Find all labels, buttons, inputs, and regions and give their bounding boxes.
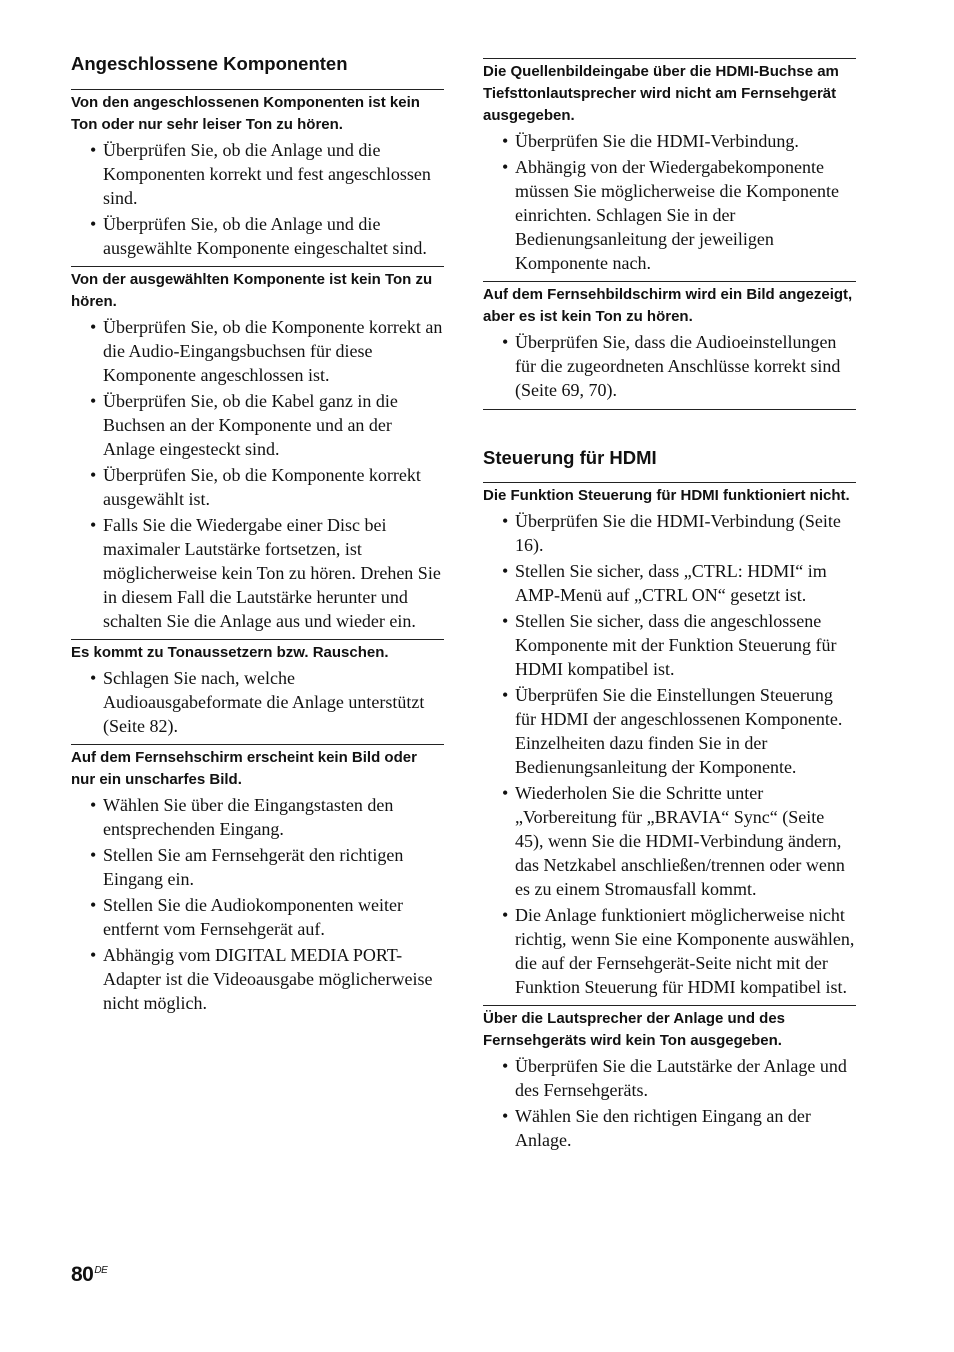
list-item: • Abhängig von der Wiedergabekomponente müssen Sie möglicherweise die Komponente einrichten. Schlagen Sie in der Bedienungsanleitung der jeweiligen Komponente nach. bbox=[483, 155, 856, 275]
list-item: • Überprüfen Sie, ob die Komponente korrekt ausgewählt ist. bbox=[71, 463, 444, 511]
problem-block bbox=[483, 281, 856, 402]
problem-title: Die Funktion Steuerung für HDMI funktioniert nicht. bbox=[483, 487, 850, 504]
list-item: • Wählen Sie den richtigen Eingang an der Anlage. bbox=[483, 1104, 856, 1152]
list-item: • Überprüfen Sie, ob die Anlage und die Komponenten korrekt und fest angeschlossen sind. bbox=[71, 138, 444, 210]
page-language-suffix: DE bbox=[94, 1265, 108, 1276]
problem-block bbox=[483, 58, 856, 275]
list-item: • Überprüfen Sie, dass die Audioeinstellungen für die zugeordneten Anschlüsse korrekt sind (Seite 69, 70). bbox=[483, 330, 856, 402]
bullet-list bbox=[71, 793, 444, 1015]
problem-block bbox=[71, 639, 444, 738]
list-item: • Stellen Sie sicher, dass „CTRL: HDMI“ im AMP-Menü auf „CTRL ON“ gesetzt ist. bbox=[483, 559, 856, 607]
problem-title: Auf dem Fernsehschirm erscheint kein Bild oder nur ein unscharfes Bild. bbox=[71, 749, 417, 788]
bullet-list bbox=[483, 330, 856, 402]
bullet-list bbox=[71, 315, 444, 633]
list-item: • Überprüfen Sie, ob die Anlage und die ausgewählte Komponente eingeschaltet sind. bbox=[71, 212, 444, 260]
list-item: • Die Anlage funktioniert möglicherweise nicht richtig, wenn Sie eine Komponente auswählen, die auf der Fernsehgerät-Seite nicht mit der Funktion Steuerung für HDMI kompatibel ist. bbox=[483, 903, 856, 999]
problem-block bbox=[483, 482, 856, 999]
list-item: • Wiederholen Sie die Schritte unter „Vorbereitung für „BRAVIA“ Sync“ (Seite 45), wenn Sie die HDMI-Verbindung ändern, das Netzkabel anschließen/trennen oder wenn es zu einem Stromausfall kommt. bbox=[483, 781, 856, 901]
section-heading-hdmi-control: Steuerung für HDMI bbox=[483, 447, 657, 468]
page-number bbox=[71, 1259, 107, 1287]
bullet-list bbox=[71, 666, 444, 738]
page-number-value: 80 bbox=[71, 1263, 94, 1286]
problem-title: Es kommt zu Tonaussetzern bzw. Rauschen. bbox=[71, 644, 389, 661]
list-item: • Stellen Sie sicher, dass die angeschlossene Komponente mit der Funktion Steuerung für HDMI kompatibel ist. bbox=[483, 609, 856, 681]
list-item: • Wählen Sie über die Eingangstasten den entsprechenden Eingang. bbox=[71, 793, 444, 841]
list-item: • Überprüfen Sie, ob die Komponente korrekt an die Audio-Eingangsbuchsen für diese Komponente angeschlossen ist. bbox=[71, 315, 444, 387]
problem-title: Von den angeschlossenen Komponenten ist kein Ton oder nur sehr leiser Ton zu hören. bbox=[71, 94, 420, 133]
problem-block bbox=[483, 1005, 856, 1152]
problem-block bbox=[71, 744, 444, 1015]
list-item: • Überprüfen Sie die HDMI-Verbindung. bbox=[483, 129, 856, 153]
section-heading-components: Angeschlossene Komponenten bbox=[71, 53, 348, 74]
problem-title: Von der ausgewählten Komponente ist kein Ton zu hören. bbox=[71, 271, 433, 310]
bullet-list bbox=[483, 129, 856, 275]
left-column bbox=[71, 0, 444, 1017]
bullet-list bbox=[483, 509, 856, 999]
list-item: • Überprüfen Sie die HDMI-Verbindung (Seite 16). bbox=[483, 509, 856, 557]
list-item: • Falls Sie die Wiedergabe einer Disc bei maximaler Lautstärke fortsetzen, ist möglicherweise kein Ton zu hören. Drehen Sie in diesem Fall die Lautstärke herunter und schalten Sie die Anlage aus und wieder ein. bbox=[71, 513, 444, 633]
list-item: • Überprüfen Sie, ob die Kabel ganz in die Buchsen an der Komponente und an der Anlage eingesteckt sind. bbox=[71, 389, 444, 461]
bullet-list bbox=[71, 138, 444, 260]
list-item: • Stellen Sie am Fernsehgerät den richtigen Eingang ein. bbox=[71, 843, 444, 891]
right-column bbox=[483, 0, 856, 1154]
list-item: • Überprüfen Sie die Lautstärke der Anlage und des Fernsehgeräts. bbox=[483, 1054, 856, 1102]
bullet-list bbox=[483, 1054, 856, 1152]
problem-title: Auf dem Fernsehbildschirm wird ein Bild angezeigt, aber es ist kein Ton zu hören. bbox=[483, 286, 853, 325]
list-item: • Stellen Sie die Audiokomponenten weiter entfernt vom Fernsehgerät auf. bbox=[71, 893, 444, 941]
list-item: • Abhängig vom DIGITAL MEDIA PORT-Adapter ist die Videoausgabe möglicherweise nicht möglich. bbox=[71, 943, 444, 1015]
problem-title: Über die Lautsprecher der Anlage und des Fernsehgeräts wird kein Ton ausgegeben. bbox=[483, 1010, 786, 1049]
list-item: • Schlagen Sie nach, welche Audioausgabeformate die Anlage unterstützt (Seite 82). bbox=[71, 666, 444, 738]
section-divider bbox=[483, 409, 856, 410]
list-item: • Überprüfen Sie die Einstellungen Steuerung für HDMI der angeschlossenen Komponente. Einzelheiten dazu finden Sie in der Bedienungsanleitung der Komponente. bbox=[483, 683, 856, 779]
problem-block bbox=[71, 89, 444, 260]
problem-block bbox=[71, 266, 444, 633]
problem-title: Die Quellenbildeingabe über die HDMI-Buchse am Tiefsttonlautsprecher wird nicht am Fernsehgerät ausgegeben. bbox=[483, 63, 839, 124]
